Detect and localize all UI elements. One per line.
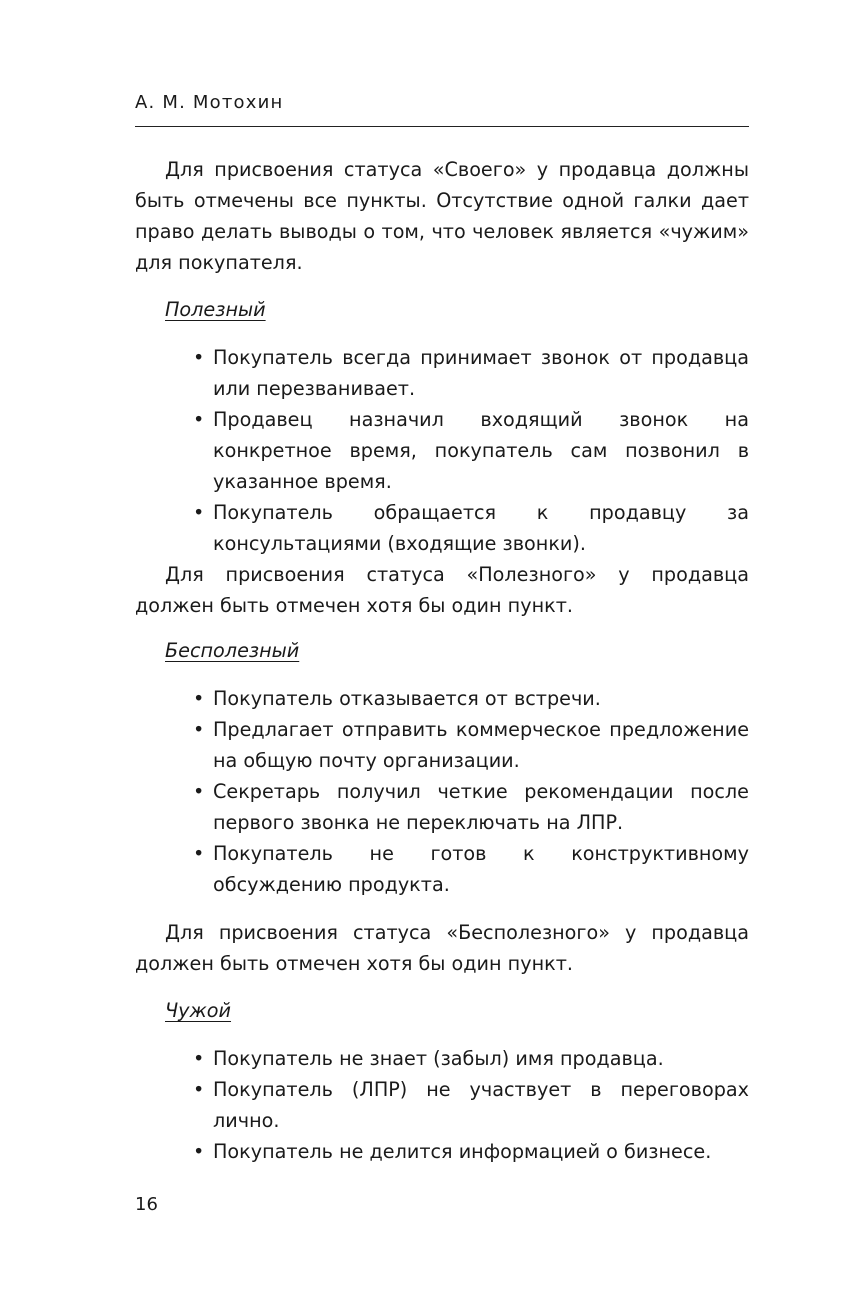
list-item: • Покупатель (ЛПР) не участвует в переговорах лично.	[193, 1074, 749, 1136]
section-title-useful: Полезный	[165, 298, 266, 321]
section-note-useful: Для присвоения статуса «Полезного» у продавца должен быть отмечен хотя бы один пункт.	[135, 563, 749, 617]
list-item: • Покупатель всегда принимает звонок от продавца или перезванивает.	[193, 342, 749, 404]
list-item: • Покупатель не делится информацией о бизнесе.	[193, 1136, 749, 1167]
list-item: • Покупатель не готов к конструктивному обсуждению продукта.	[193, 838, 749, 900]
section-note-useless: Для присвоения статуса «Бесполезного» у продавца должен быть отмечен хотя бы один пункт.	[135, 921, 749, 975]
page-number: 16	[135, 1194, 158, 1215]
header-rule	[135, 126, 749, 127]
page-content	[135, 154, 749, 1167]
list-item: • Покупатель обращается к продавцу за консультациями (входящие звонки).	[193, 497, 749, 559]
running-head-author: А. М. Мотохин	[135, 92, 284, 113]
list-useful	[135, 342, 749, 559]
intro-paragraph: Для присвоения статуса «Своего» у продавца должны быть отмечены все пункты. Отсутствие одной галки дает право делать выводы о том, что человек является «чужим» для покупателя.	[135, 158, 749, 274]
list-item: • Продавец назначил входящий звонок на конкретное время, покупатель сам позвонил в указанное время.	[193, 404, 749, 497]
list-item: • Покупатель не знает (забыл) имя продавца.	[193, 1043, 749, 1074]
list-item: • Покупатель отказывается от встречи.	[193, 683, 749, 714]
section-title-stranger: Чужой	[165, 999, 232, 1022]
list-useless	[135, 683, 749, 900]
list-item: • Предлагает отправить коммерческое предложение на общую почту организации.	[193, 714, 749, 776]
section-title-useless: Бесполезный	[165, 639, 300, 662]
list-stranger	[135, 1043, 749, 1167]
list-item: • Секретарь получил четкие рекомендации после первого звонка не переключать на ЛПР.	[193, 776, 749, 838]
